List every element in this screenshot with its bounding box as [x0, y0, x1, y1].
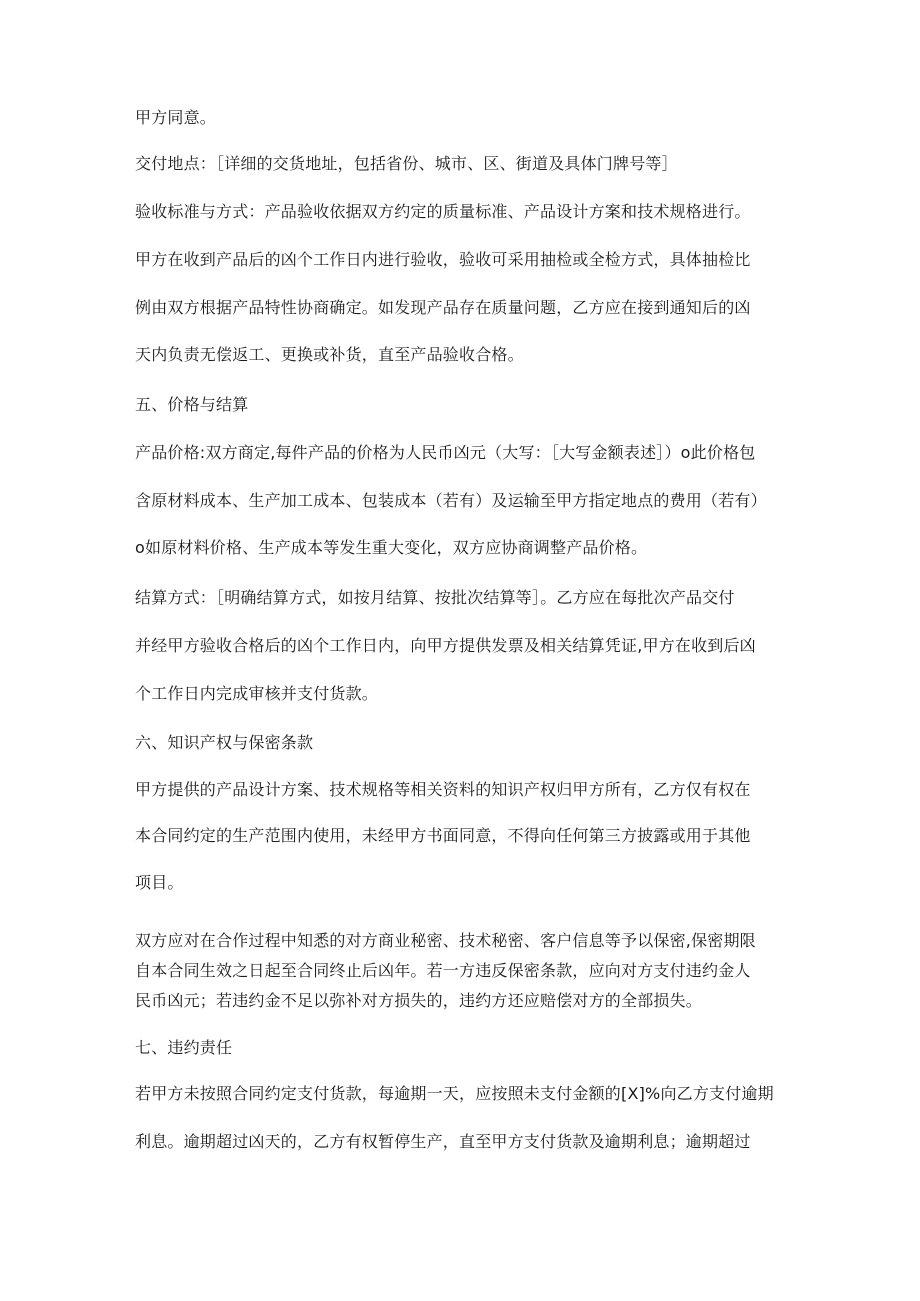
text-line: 产品价格:双方商定,每件产品的价格为人民币凶元（大写：［大写金额表述］）o此价格包: [135, 443, 756, 462]
text-line: 含原材料成本、生产加工成本、包装成本（若有）及运输至甲方指定地点的费用（若有）: [135, 491, 767, 510]
text-line: 本合同约定的生产范围内使用，未经甲方书面同意，不得向任何第三方披露或用于其他: [135, 826, 751, 845]
section-heading: 七、违约责任: [135, 1038, 233, 1057]
text-line: 天内负责无偿返工、更换或补货，直至产品验收合格。: [135, 345, 524, 364]
text-line: 并经甲方验收合格后的凶个工作日内，向甲方提供发票及相关结算凭证,甲方在收到后凶: [135, 636, 756, 655]
text-line: 甲方同意。: [135, 108, 217, 127]
section-heading: 五、价格与结算: [135, 395, 249, 414]
text-line: 民币凶元；若违约金不足以弥补对方损失的，违约方还应赔偿对方的全部损失。: [135, 991, 703, 1010]
text-line: 甲方提供的产品设计方案、技术规格等相关资料的知识产权归甲方所有，乙方仅有权在: [135, 780, 751, 799]
text-line: 若甲方未按照合同约定支付货款，每逾期一天，应按照未支付金额的[X]%向乙方支付逾期: [135, 1084, 774, 1103]
text-line: 项目。: [135, 873, 184, 892]
text-line: 自本合同生效之日起至合同终止后凶年。若一方违反保密条款，应向对方支付违约金人: [135, 961, 751, 980]
text-line: o如原材料价格、生产成本等发生重大变化，双方应协商调整产品价格。: [135, 538, 648, 557]
text-line: 例由双方根据产品特性协商确定。如发现产品存在质量问题，乙方应在接到通知后的凶: [135, 298, 751, 317]
text-line: 利息。逾期超过凶天的，乙方有权暂停生产，直至甲方支付货款及逾期利息；逾期超过: [135, 1132, 751, 1151]
section-heading: 六、知识产权与保密条款: [135, 733, 314, 752]
text-line: 结算方式：［明确结算方式，如按月结算、按批次结算等］。乙方应在每批次产品交付: [135, 588, 735, 607]
text-line: 个工作日内完成审核并支付货款。: [135, 684, 379, 703]
text-line: 交付地点：［详细的交货地址，包括省份、城市、区、街道及具体门牌号等］: [135, 154, 678, 173]
text-line: 验收标准与方式：产品验收依据双方约定的质量标准、产品设计方案和技术规格进行。: [135, 202, 751, 221]
text-line: 甲方在收到产品后的凶个工作日内进行验收，验收可采用抽检或全检方式，具体抽检比: [135, 250, 751, 269]
text-line: 双方应对在合作过程中知悉的对方商业秘密、技术秘密、客户信息等予以保密,保密期限: [135, 931, 756, 950]
